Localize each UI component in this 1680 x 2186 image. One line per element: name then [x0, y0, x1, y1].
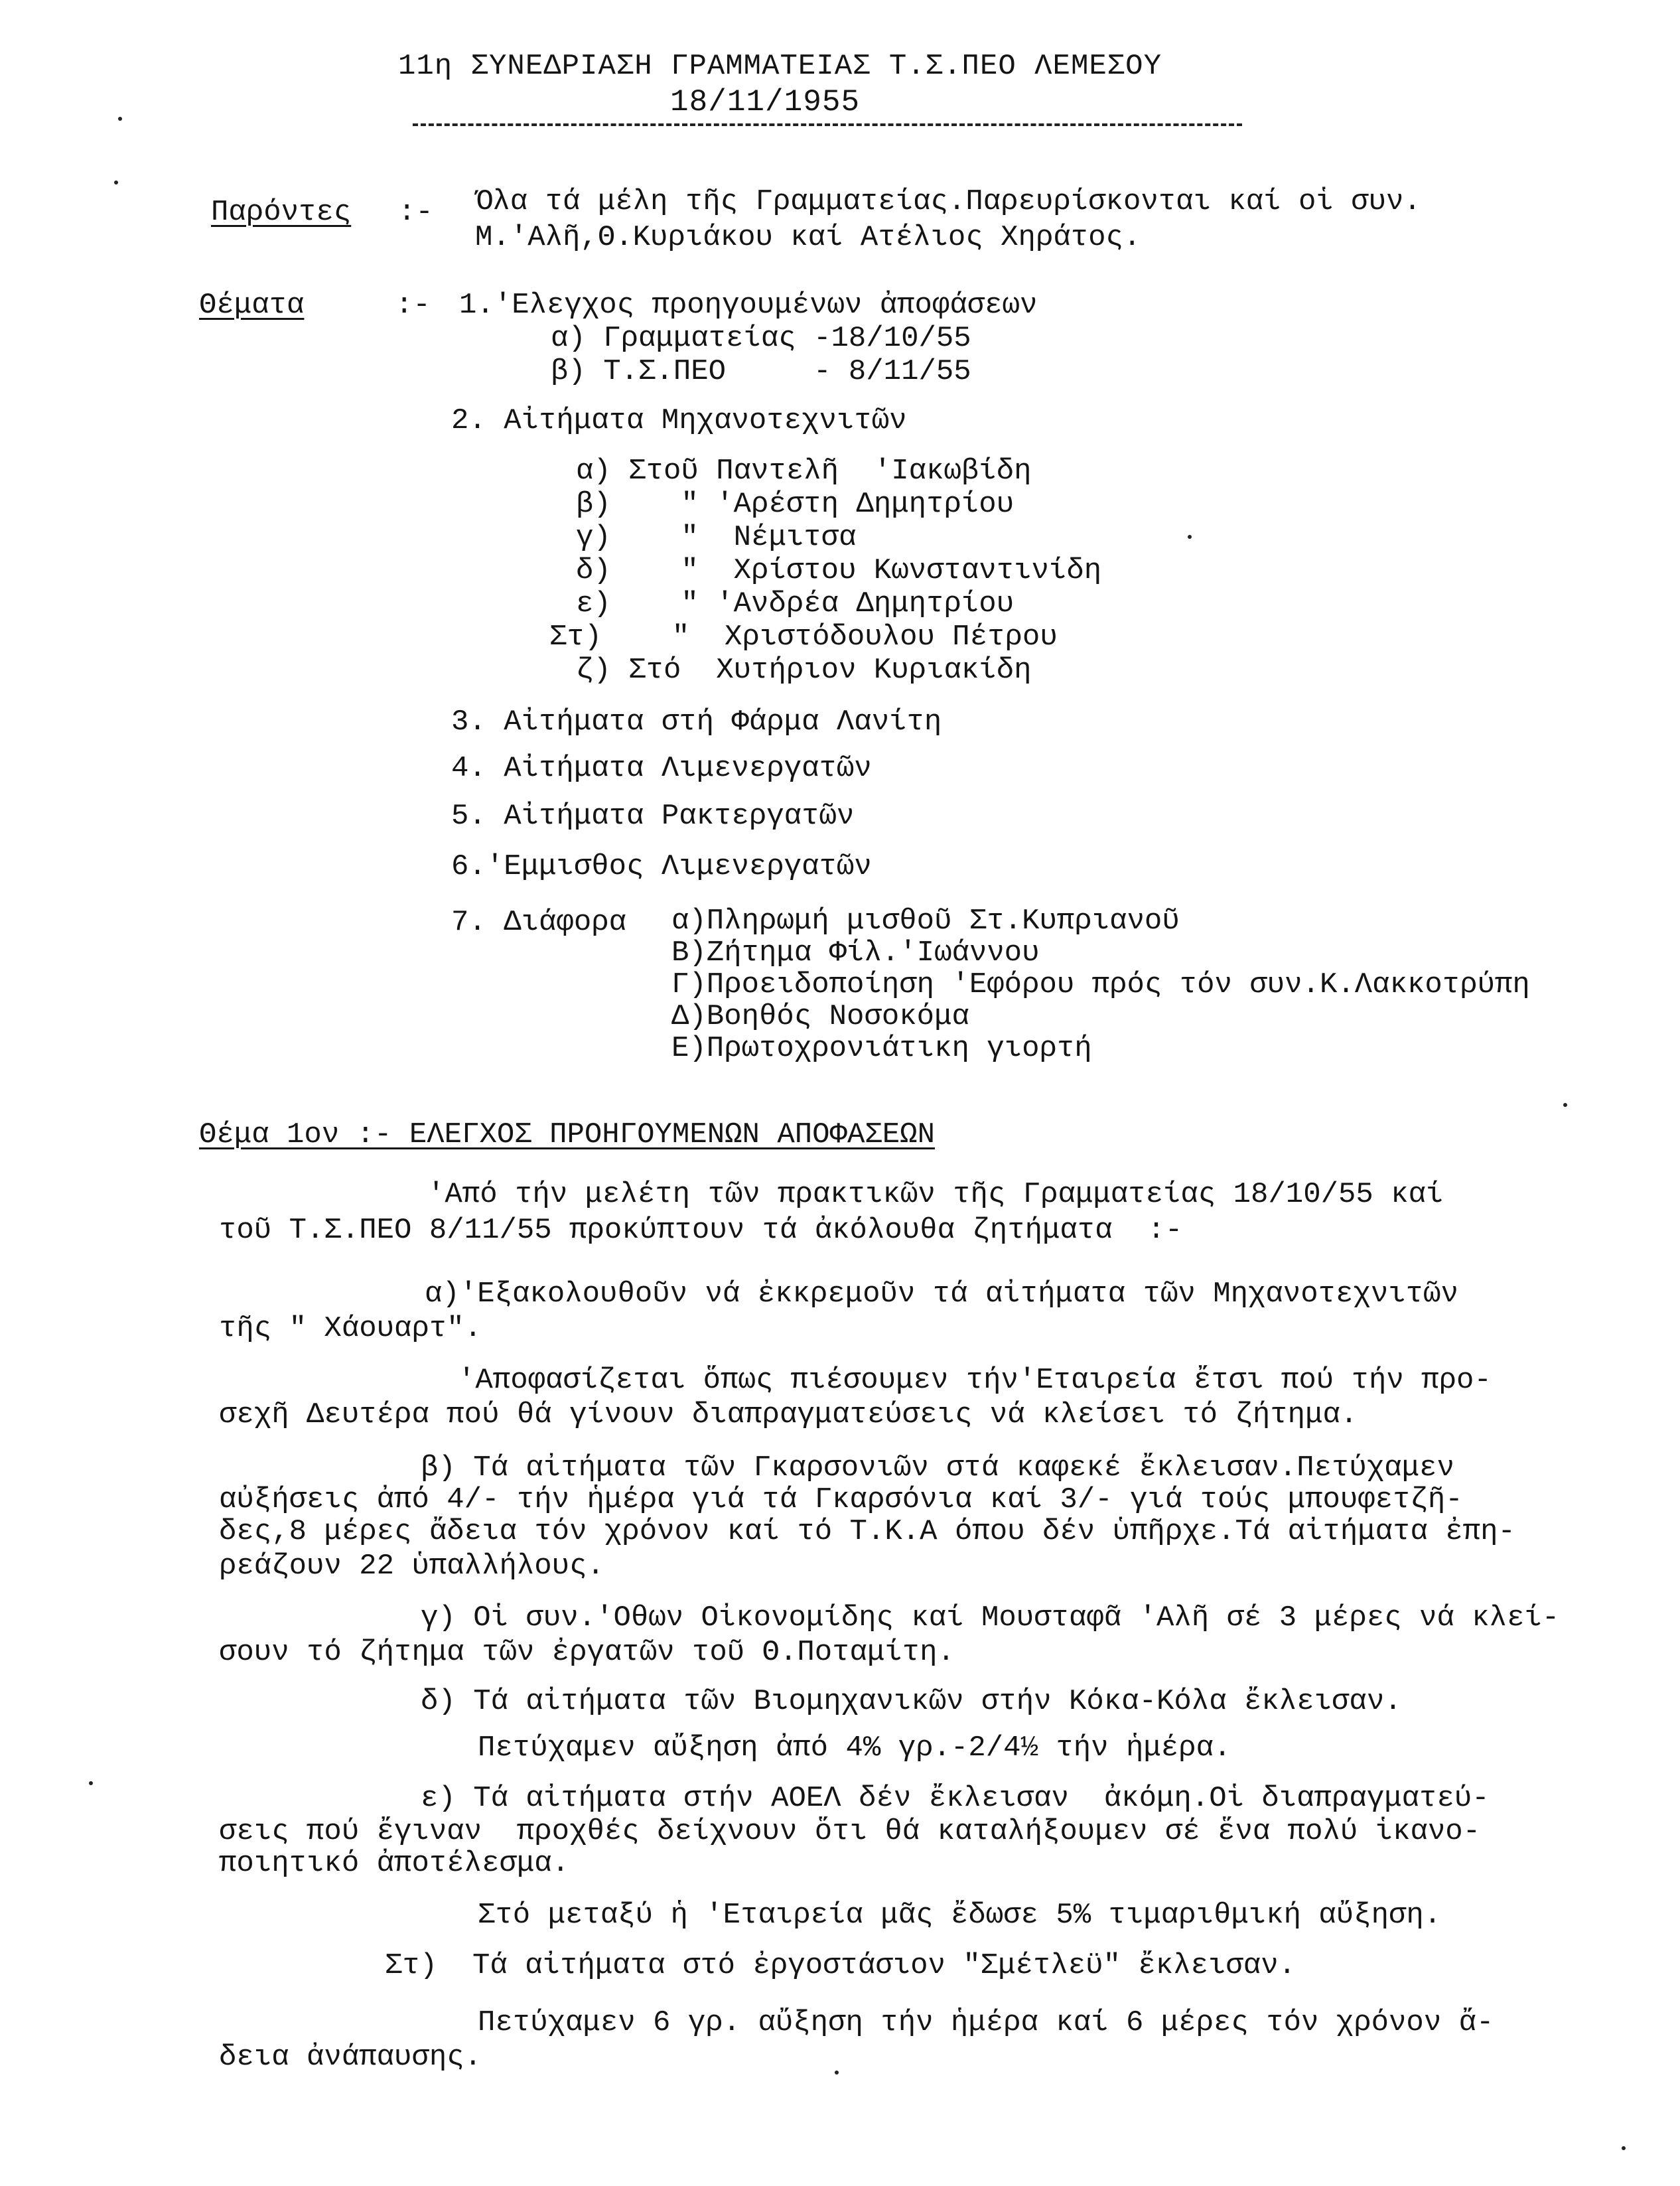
item-b-line-4: ρεάζουν 22 ὑπαλλήλους. — [219, 1550, 604, 1583]
present-label: Παρόντες — [211, 196, 352, 229]
present-line-1: Όλα τά μέλη τῆς Γραμματείας.Παρευρίσκονται καί οἱ συν. — [475, 185, 1421, 218]
item-g-line-2: σουν τό ζήτημα τῶν ἐργατῶν τοῦ Θ.Ποταμίτη. — [219, 1636, 955, 1669]
item-st-line-1: Στ) Τά αἰτήματα στό ἐργοστάσιον "Σμέτλεϋ" ἔκλεισαν. — [385, 1949, 1296, 1982]
item-e-line-1: ε) Τά αἰτήματα στήν ΑΟΕΛ δέν ἔκλεισαν ἀκόμη.Οἱ διαπραγματεύ- — [421, 1782, 1490, 1815]
scan-speck — [1563, 1103, 1567, 1107]
topic-1: 1.'Ελεγχος προηγουμένων ἀποφάσεων — [459, 289, 1038, 322]
topic-2-item: α) Στοῦ Παντελῆ 'Ιακωβίδη — [576, 455, 1032, 488]
topic-7-item: Δ)Βοηθός Νοσοκόμα — [671, 1000, 969, 1033]
document-title: 11η ΣΥΝΕΔΡΙΑΣΗ ΓΡΑΜΜΑΤΕΙΑΣ Τ.Σ.ΠΕΟ ΛΕΜΕΣΟΥ — [398, 50, 1162, 83]
scan-speck — [835, 2071, 839, 2075]
item-a-line-1: α)'Εξακολουθοῦν νά ἐκκρεμοῦν τά αἰτήματα τῶν Μηχανοτεχνιτῶν — [425, 1277, 1458, 1311]
scan-speck — [114, 181, 118, 184]
topic-7-item: Γ)Προειδοποίηση 'Εφόρου πρός τόν συν.Κ.Λακκοτρύπη — [671, 968, 1530, 1001]
topic-6: 6.'Εμμισθος Λιμενεργατῶν — [451, 850, 872, 883]
title-rule — [413, 123, 1242, 126]
topic-2-item: ε) " 'Ανδρέα Δημητρίου — [576, 587, 1015, 620]
topic-7-item: α)Πληρωμή μισθοῦ Στ.Κυπριανοῦ — [671, 905, 1180, 938]
topic-2-item: δ) " Χρίστου Κωνσταντινίδη — [576, 554, 1102, 587]
present-sep: :- — [398, 196, 433, 229]
item-d-line-1: δ) Τά αἰτήματα τῶν Βιομηχανικῶν στήν Κόκα-Κόλα ἔκλεισαν. — [421, 1685, 1402, 1718]
document-date: 18/11/1955 — [670, 85, 861, 119]
present-line-2: Μ.'Αλῆ,Θ.Κυριάκου καί Ατέλιος Χηράτος. — [475, 221, 1141, 254]
topic-2: 2. Αἰτήματα Μηχανοτεχνιτῶν — [451, 404, 907, 437]
topic-1b: β) Τ.Σ.ΠΕΟ - 8/11/55 — [551, 355, 971, 388]
item-e-line-2: σεις πού ἔγιναν προχθές δείχνουν ὅτι θά καταλήξουμεν σέ ἕνα πολύ ἱκανο- — [219, 1815, 1481, 1848]
topic-2-item: ζ) Στό Χυτήριον Κυριακίδη — [576, 654, 1032, 687]
topic-7: 7. Διάφορα — [451, 906, 627, 939]
section-1-intro-2: τοῦ Τ.Σ.ΠΕΟ 8/11/55 προκύπτουν τά ἀκόλουθα ζητήματα :- — [219, 1214, 1183, 1247]
item-b-line-1: β) Τά αἰτήματα τῶν Γκαρσονιῶν στά καφεκέ ἔκλεισαν.Πετύχαμεν — [421, 1451, 1454, 1485]
scan-speck — [1622, 2146, 1626, 2150]
topic-2-item: Στ) " Χριστόδουλου Πέτρου — [549, 620, 1058, 654]
item-b-line-3: δες,8 μέρες ἄδεια τόν χρόνον καί τό Τ.Κ.Α όπου δέν ὑπῆρχε.Τά αἰτήματα ἐπη- — [219, 1515, 1515, 1548]
section-1-heading: Θέμα 1ον :- ΕΛΕΓΧΟΣ ΠΡΟΗΓΟΥΜΕΝΩΝ ΑΠΟΦΑΣΕΩΝ — [199, 1118, 935, 1151]
topic-4: 4. Αἰτήματα Λιμενεργατῶν — [451, 752, 872, 785]
item-e-line-3: ποιητικό ἀποτέλεσμα. — [219, 1847, 570, 1880]
scan-speck — [1188, 535, 1192, 539]
item-a-line-3: 'Αποφασίζεται ὅπως πιέσουμεν τήν'Εταιρεία ἔτσι πού τήν προ- — [458, 1364, 1492, 1397]
item-e-line-4: Στό μεταξύ ἡ 'Εταιρεία μᾶς ἔδωσε 5% τιμαριθμική αὔξηση. — [478, 1899, 1442, 1932]
item-d-line-2: Πετύχαμεν αὔξηση ἀπό 4% γρ.-2/4½ τήν ἡμέρα. — [478, 1731, 1231, 1765]
topic-7-item: Β)Ζήτημα Φίλ.'Ιωάννου — [671, 936, 1040, 970]
item-b-line-2: αὐξήσεις ἀπό 4/- τήν ἡμέρα γιά τά Γκαρσόνια καί 3/- γιά τούς μπουφετζῆ- — [219, 1483, 1463, 1516]
topic-7-item: Ε)Πρωτοχρονιάτικη γιορτή — [671, 1032, 1092, 1065]
scan-speck — [118, 117, 122, 121]
topic-1a: α) Γραμματείας -18/10/55 — [551, 322, 971, 355]
topics-label: Θέματα — [199, 289, 305, 322]
topic-5: 5. Αἰτήματα Ρακτεργατῶν — [451, 800, 855, 833]
item-a-line-2: τῆς " Χάουαρτ". — [219, 1312, 482, 1345]
section-1-intro-1: 'Από τήν μελέτη τῶν πρακτικῶν τῆς Γραμματείας 18/10/55 καί — [427, 1178, 1444, 1211]
topic-2-item: β) " 'Αρέστη Δημητρίου — [576, 488, 1015, 521]
topic-3: 3. Αἰτήματα στή Φάρμα Λανίτη — [451, 705, 942, 739]
topics-sep: :- — [395, 289, 431, 322]
item-g-line-1: γ) Οἱ συν.'Οθων Οἰκονομίδης καί Μουσταφᾶ 'Αλῆ σέ 3 μέρες νά κλεί- — [421, 1601, 1560, 1635]
item-st-line-2: Πετύχαμεν 6 γρ. αὔξηση τήν ἡμέρα καί 6 μέρες τόν χρόνον ἄ- — [478, 2006, 1494, 2039]
scan-speck — [89, 1781, 93, 1785]
item-a-line-4: σεχῆ Δευτέρα πού θά γίνουν διαπραγματεύσεις νά κλείσει τό ζήτημα. — [219, 1398, 1358, 1431]
item-st-line-3: δεια ἀνάπαυσης. — [219, 2041, 482, 2074]
topic-2-item: γ) " Νέμιτσα — [576, 521, 857, 554]
